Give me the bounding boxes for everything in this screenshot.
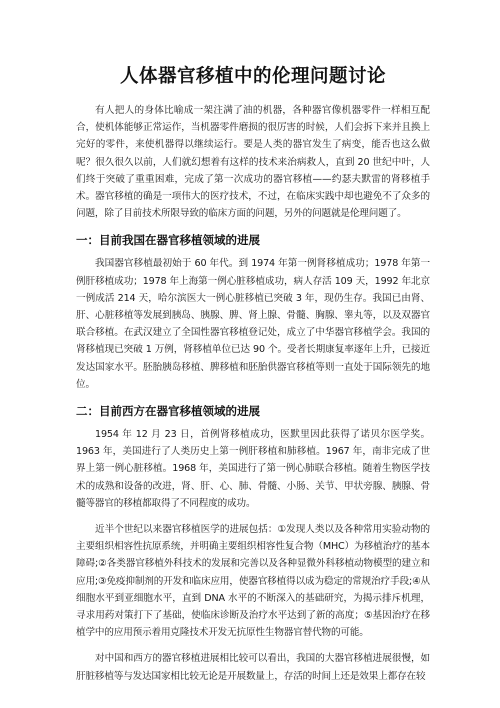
intro-paragraph: 有人把人的身体比喻成一架注满了油的机器，各种器官像机器零件一样相互配合，使机体能够正常运作，当机器零件磨损的很厉害的时候，人们会拆下来并且换上完好的零件，来使机器得以继续运行。要是人类的器官发生了病变，能否也这么做呢？很久很久以前，人们就幻想着有这样的技术来治病救人，直到 20 世纪中叶，人们终于突破了重重困难，完成了第一次成功的器官移植——约瑟夫默雷的肾移植手术。器官移植的确是一项伟大的医疗技术，不过，在临床实践中却也避免不了众多的问题，除了目前技术所限导致的临床方面的问题，另外的问题就是伦理问题了。 — [76, 105, 430, 220]
document-title: 人体器官移植中的伦理问题讨论 — [119, 66, 386, 87]
section-heading-china: 一：目前我国在器官移植领域的进展 — [76, 233, 260, 248]
section-west-paragraph-1: 1954 年 12 月 23 日，首例肾移植成功，医默里因此获得了诺贝尔医学奖。1963 年，美国进行了人类历史上第一例肝移植和肺移植。1967 年，南非完成了世界上第一例心脏移植。1968 年，美国进行了第一例心肺联合移植。随着生物医学技术的成熟和设备的改进，肾、肝、心、肺、骨髓、小肠、关节、甲状旁腺、胰腺、骨髓等器官的移植都取得了不同程度的成功。 — [76, 429, 430, 509]
section-heading-west: 二：目前西方在器官移植领域的进展 — [76, 404, 260, 419]
section-west-paragraph-3: 对中国和西方的器官移植进展相比较可以看出，我国的大器官移植进展很慢，如肝脏移植等与发达国家相比较无论是开展数量上，存活的时间上还是效果上都存在较 — [76, 653, 430, 682]
section-china-paragraph: 我国器官移植最初始于 60 年代。到 1974 年第一例肾移植成功；1978 年第一例肝移植成功；1978 年上海第一例心脏移植成功，病人存活 109 天，1992 年北京一例成活 214 天，哈尔滨医大一例心脏移植已突破 3 年，现仍生存。我国已由肾、肝、心脏移植等发展到胰岛、胰腺、脾、肾上腺、骨髓、胸腺、睾丸等，以及双器官联合移植。在武汉建立了全国性器官移植登记处，成立了中华器官移植学会。我国的肾移植现已突破 1 万例，肾移植单位已达 90 个。受者长期康复率逐年上升，已接近发达国家水平。胚胎胰岛移植、脾移植和胚胎供器官移植等则一直处于国际领先的地位。 — [76, 258, 430, 390]
section-west-paragraph-2: 近半个世纪以来器官移植医学的进展包括：①发现人类以及各种常用实验动物的主要组织相容性抗原系统，并明确主要组织相容性复合物（MHC）为移植治疗的基本障碍;②各类器官移植外科技术的发展和完善以及各种显微外科移植动物模型的建立和应用;③免疫抑制剂的开发和临床应用，使器官移植得以成为稳定的常规治疗手段;④从细胞水平到亚细胞水平，直到 DNA 水平的不断深入的基础研究，为揭示排斥机理，寻求用药对策打下了基础，使临床诊断及治疗水平达到了新的高度；⑤基因治疗在移植学中的应用预示着用克隆技术开发无抗原性生物器官替代物的可能。 — [76, 524, 430, 639]
